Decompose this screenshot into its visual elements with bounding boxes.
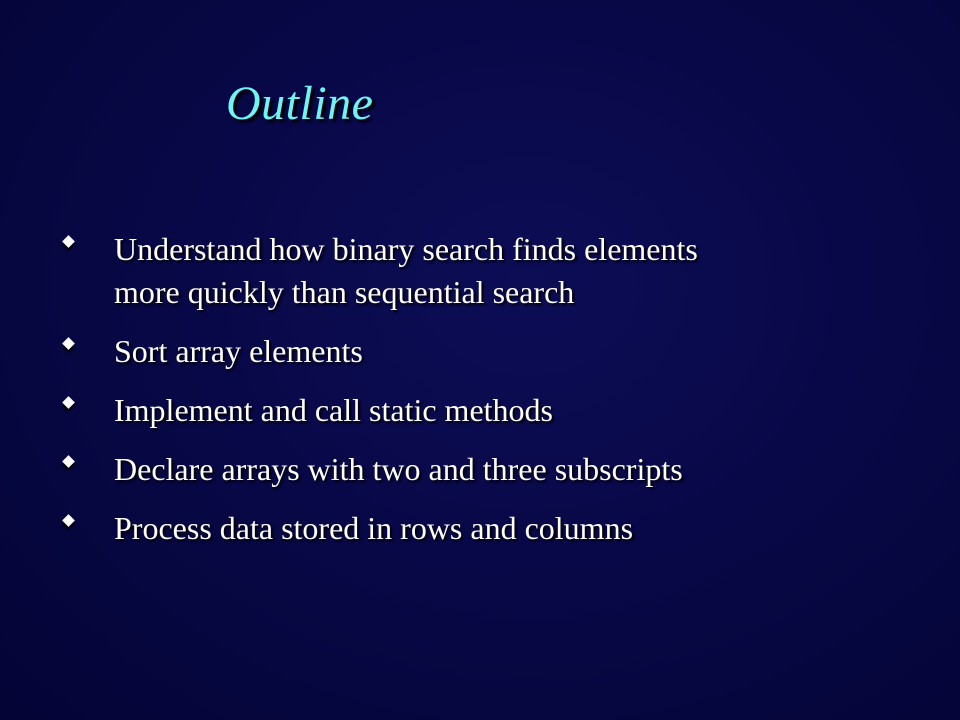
bullet-item — [64, 389, 924, 432]
diamond-bullet-icon — [62, 337, 75, 350]
diamond-bullet-icon — [62, 396, 75, 409]
bullet-item — [64, 507, 924, 550]
slide-title: Outline — [226, 77, 374, 130]
bullet-text: Declare arrays with two and three subscripts — [114, 451, 683, 487]
bullet-list — [64, 228, 924, 566]
bullet-text — [114, 231, 698, 310]
bullet-text: Process data stored in rows and columns — [114, 510, 634, 546]
diamond-bullet-icon — [62, 514, 75, 527]
bullet-text: Sort array elements — [114, 333, 363, 369]
bullet-item — [64, 330, 924, 373]
bullet-line: Understand how binary search finds elements — [114, 231, 698, 267]
bullet-item — [64, 228, 924, 314]
bullet-text: Implement and call static methods — [114, 392, 553, 428]
diamond-bullet-icon — [62, 455, 75, 468]
bullet-item — [64, 448, 924, 491]
diamond-bullet-icon — [62, 235, 75, 248]
bullet-line: more quickly than sequential search — [114, 274, 575, 310]
